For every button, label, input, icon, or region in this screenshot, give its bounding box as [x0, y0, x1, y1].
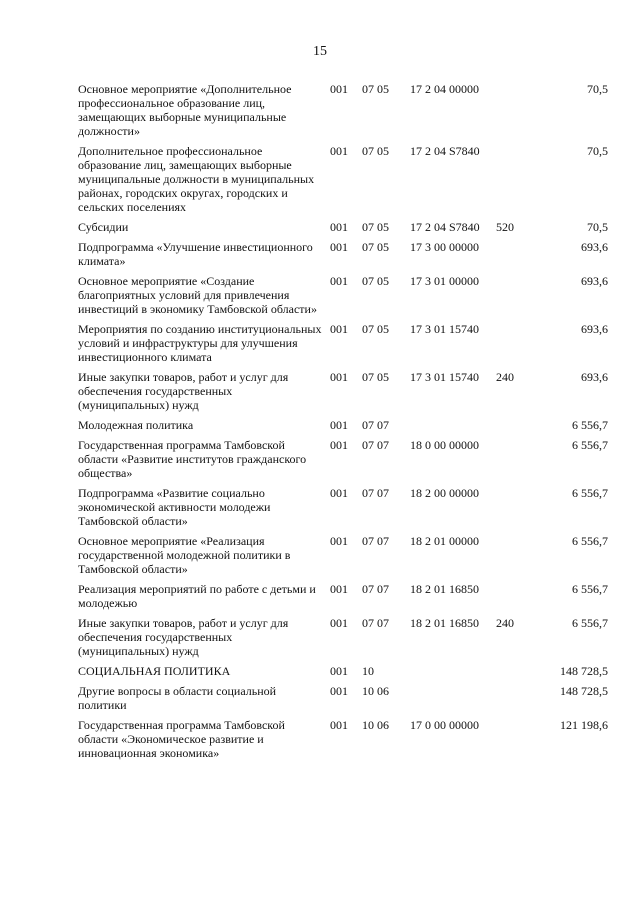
row-admin-code: 001: [330, 664, 348, 678]
row-admin-code: 001: [330, 370, 348, 384]
row-admin-code: 001: [330, 616, 348, 630]
row-target-article: 17 3 00 00000: [410, 240, 479, 254]
row-admin-code: 001: [330, 718, 348, 732]
table-row: [78, 370, 608, 418]
row-expense-type: [496, 582, 536, 616]
row-target-article: 18 0 00 00000: [410, 438, 479, 452]
row-sum: 70,5: [587, 220, 608, 234]
row-expense-type: 520: [496, 220, 514, 234]
row-expense-type: [496, 486, 536, 534]
row-expense-type: [496, 718, 536, 766]
row-section-code: 07 05: [362, 144, 389, 158]
row-target-article: 17 0 00 00000: [410, 718, 479, 732]
row-target-article: [410, 684, 496, 718]
budget-table-body: [78, 82, 608, 766]
row-section-code: 07 07: [362, 418, 389, 432]
row-sum: 148 728,5: [560, 684, 608, 698]
row-sum: 693,6: [581, 322, 608, 336]
row-admin-code: 001: [330, 582, 348, 596]
row-expense-type: [496, 418, 536, 438]
row-expense-type: 240: [496, 370, 514, 384]
row-name: Молодежная политика: [78, 418, 194, 432]
row-sum: 693,6: [581, 240, 608, 254]
row-admin-code: 001: [330, 322, 348, 336]
row-name: Другие вопросы в области социальной политики: [78, 684, 277, 712]
row-name: Основное мероприятие «Создание благоприятных условий для привлечения инвестиций в экономику Тамбовской области»: [78, 274, 317, 316]
row-section-code: 10 06: [362, 684, 389, 698]
row-name: Иные закупки товаров, работ и услуг для обеспечения государственных (муниципальных) нужд: [78, 616, 289, 658]
row-section-code: 07 05: [362, 274, 389, 288]
row-name: Реализация мероприятий по работе с детьми и молодежью: [78, 582, 316, 610]
row-sum: 6 556,7: [572, 616, 608, 630]
row-target-article: 18 2 01 00000: [410, 534, 479, 548]
row-sum: 70,5: [587, 144, 608, 158]
row-target-article: 17 2 04 S7840: [410, 144, 480, 158]
row-target-article: 17 3 01 00000: [410, 274, 479, 288]
row-section-code: 07 05: [362, 220, 389, 234]
row-name: Государственная программа Тамбовской области «Развитие институтов гражданского общества»: [78, 438, 307, 480]
table-row: [78, 438, 608, 486]
row-name: Дополнительное профессиональное образование лиц, замещающих выборные муниципальные должности в муниципальных районах, городских округах, городских и сельских поселениях: [78, 144, 315, 214]
row-section-code: 10: [362, 664, 374, 678]
table-row: [78, 82, 608, 144]
row-sum: 6 556,7: [572, 418, 608, 432]
row-admin-code: 001: [330, 82, 348, 96]
row-sum: 121 198,6: [560, 718, 608, 732]
row-expense-type: [496, 82, 536, 144]
row-expense-type: [496, 240, 536, 274]
row-admin-code: 001: [330, 486, 348, 500]
row-section-code: 07 07: [362, 486, 389, 500]
table-row: [78, 418, 608, 438]
row-expense-type: [496, 534, 536, 582]
row-sum: 6 556,7: [572, 582, 608, 596]
row-section-code: 07 05: [362, 82, 389, 96]
table-row: [78, 718, 608, 766]
row-admin-code: 001: [330, 240, 348, 254]
table-row: [78, 582, 608, 616]
row-name: СОЦИАЛЬНАЯ ПОЛИТИКА: [78, 664, 231, 678]
table-row: [78, 684, 608, 718]
row-expense-type: [496, 322, 536, 370]
row-expense-type: [496, 274, 536, 322]
row-admin-code: 001: [330, 144, 348, 158]
row-section-code: 07 05: [362, 240, 389, 254]
row-name: Мероприятия по созданию институциональных условий и инфраструктуры для улучшения инвестиционного климата: [78, 322, 322, 364]
row-name: Субсидии: [78, 220, 129, 234]
row-sum: 693,6: [581, 274, 608, 288]
row-expense-type: [496, 144, 536, 220]
row-expense-type: 240: [496, 616, 514, 630]
row-sum: 70,5: [587, 82, 608, 96]
row-section-code: 10 06: [362, 718, 389, 732]
row-section-code: 07 05: [362, 370, 389, 384]
page-number: 15: [313, 44, 327, 59]
table-row: [78, 220, 608, 240]
table-row: [78, 144, 608, 220]
row-sum: 148 728,5: [560, 664, 608, 678]
row-sum: 6 556,7: [572, 486, 608, 500]
row-expense-type: [496, 438, 536, 486]
row-section-code: 07 07: [362, 438, 389, 452]
row-target-article: 18 2 01 16850: [410, 616, 479, 630]
row-name: Государственная программа Тамбовской области «Экономическое развитие и инновационная экономика»: [78, 718, 285, 760]
row-sum: 693,6: [581, 370, 608, 384]
row-admin-code: 001: [330, 438, 348, 452]
row-admin-code: 001: [330, 418, 348, 432]
table-row: [78, 486, 608, 534]
row-name: Основное мероприятие «Реализация государственной молодежной политики в Тамбовской области»: [78, 534, 291, 576]
budget-table: [78, 82, 608, 766]
row-target-article: 18 2 00 00000: [410, 486, 479, 500]
row-target-article: [410, 664, 496, 684]
row-section-code: 07 07: [362, 616, 389, 630]
row-target-article: [410, 418, 496, 438]
row-target-article: 17 3 01 15740: [410, 370, 479, 384]
row-sum: 6 556,7: [572, 438, 608, 452]
row-expense-type: [496, 684, 536, 718]
row-section-code: 07 07: [362, 534, 389, 548]
row-admin-code: 001: [330, 274, 348, 288]
row-admin-code: 001: [330, 220, 348, 234]
row-sum: 6 556,7: [572, 534, 608, 548]
row-section-code: 07 07: [362, 582, 389, 596]
row-admin-code: 001: [330, 684, 348, 698]
table-row: [78, 534, 608, 582]
row-target-article: 18 2 01 16850: [410, 582, 479, 596]
row-target-article: 17 2 04 S7840: [410, 220, 480, 234]
row-name: Иные закупки товаров, работ и услуг для обеспечения государственных (муниципальных) нужд: [78, 370, 289, 412]
row-target-article: 17 2 04 00000: [410, 82, 479, 96]
row-section-code: 07 05: [362, 322, 389, 336]
row-expense-type: [496, 664, 536, 684]
row-name: Основное мероприятие «Дополнительное профессиональное образование лиц, замещающих выборные муниципальные должности»: [78, 82, 292, 138]
table-row: [78, 616, 608, 664]
table-row: [78, 322, 608, 370]
row-name: Подпрограмма «Развитие социально экономической активности молодежи Тамбовской области»: [78, 486, 271, 528]
table-row: [78, 274, 608, 322]
row-admin-code: 001: [330, 534, 348, 548]
table-row: [78, 664, 608, 684]
row-name: Подпрограмма «Улучшение инвестиционного климата»: [78, 240, 313, 268]
table-row: [78, 240, 608, 274]
row-target-article: 17 3 01 15740: [410, 322, 479, 336]
